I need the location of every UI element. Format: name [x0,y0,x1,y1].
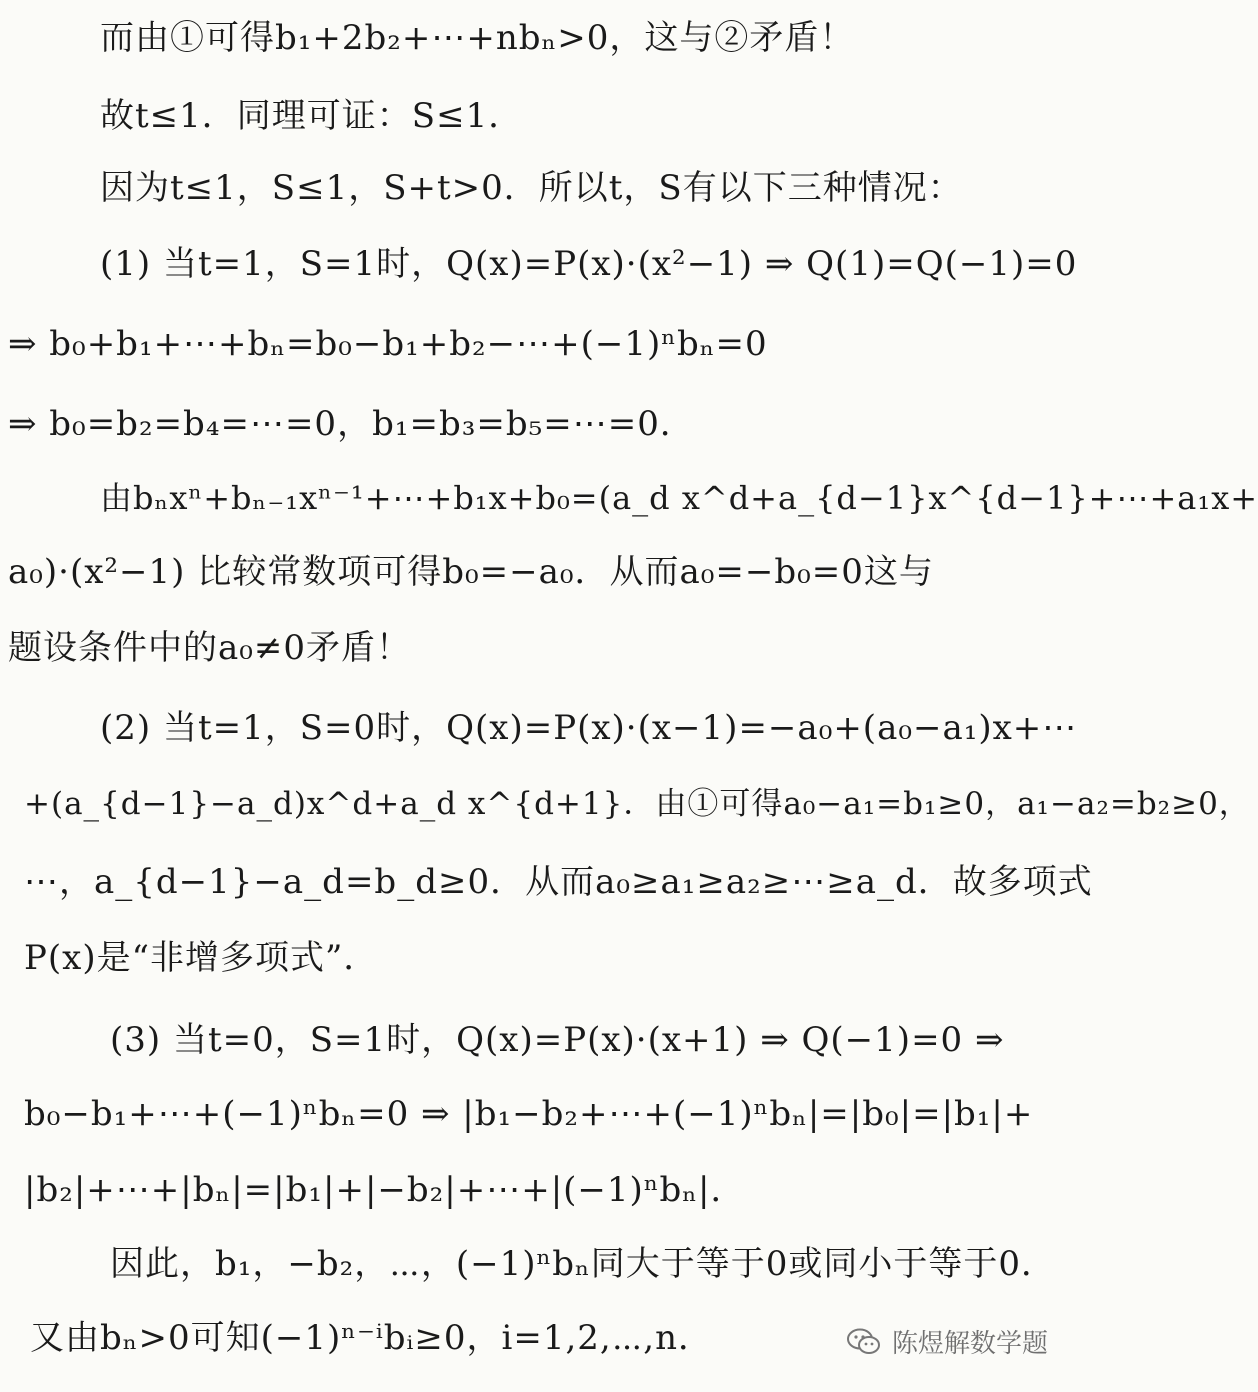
wechat-icon [846,1327,882,1357]
text-line-4: (1) 当t=1，S=1时，Q(x)=P(x)·(x²−1) ⇒ Q(1)=Q(−1)=0 [100,244,1078,284]
text-line-10: (2) 当t=1，S=0时，Q(x)=P(x)·(x−1)=−a₀+(a₀−a₁)x+⋯ [100,708,1078,748]
text-line-3: 因为t≤1，S≤1，S+t>0．所以t，S有以下三种情况： [100,168,963,208]
text-line-16: |b₂|+⋯+|bₙ|=|b₁|+|−b₂|+⋯+|(−1)ⁿbₙ|． [24,1170,746,1210]
text-line-9: 题设条件中的a₀≠0矛盾！ [8,628,412,668]
text-line-17: 因此，b₁，−b₂，⋯，(−1)ⁿbₙ同大于等于0或同小于等于0． [110,1244,1056,1284]
text-line-18: 又由bₙ>0可知(−1)ⁿ⁻ⁱbᵢ≥0，i=1,2,⋯,n． [30,1318,714,1358]
text-line-6: ⇒ b₀=b₂=b₄=⋯=0，b₁=b₃=b₅=⋯=0． [8,404,695,444]
text-line-1: 而由①可得b₁+2b₂+⋯+nbₙ>0，这与②矛盾！ [100,18,855,58]
watermark [846,1323,1048,1360]
text-line-12: ⋯，a_{d−1}−a_d=b_d≥0．从而a₀≥a₁≥a₂≥⋯≥a_d．故多项式 [24,862,1093,902]
text-line-14: (3) 当t=0，S=1时，Q(x)=P(x)·(x+1) ⇒ Q(−1)=0 ⇒ [110,1020,1005,1060]
text-line-7: 由bₙxⁿ+bₙ₋₁xⁿ⁻¹+⋯+b₁x+b₀=(a_d x^d+a_{d−1}x^{d−1}+⋯+a₁x+ [100,479,1258,517]
text-line-5: ⇒ b₀+b₁+⋯+bₙ=b₀−b₁+b₂−⋯+(−1)ⁿbₙ=0 [8,324,768,364]
text-line-13: P(x)是“非增多项式”． [24,938,379,978]
text-line-11: +(a_{d−1}−a_d)x^d+a_d x^{d+1}．由①可得a₀−a₁=b₁≥0，a₁−a₂=b₂≥0， [24,786,1251,822]
text-line-2: 故t≤1．同理可证：S≤1． [100,96,524,136]
text-line-15: b₀−b₁+⋯+(−1)ⁿbₙ=0 ⇒ |b₁−b₂+⋯+(−1)ⁿbₙ|=|b₀|=|b₁|+ [24,1094,1034,1134]
watermark-text: 陈煜解数学题 [891,1329,1048,1359]
text-line-8: a₀)·(x²−1) 比较常数项可得b₀=−a₀．从而a₀=−b₀=0这与 [8,552,934,592]
